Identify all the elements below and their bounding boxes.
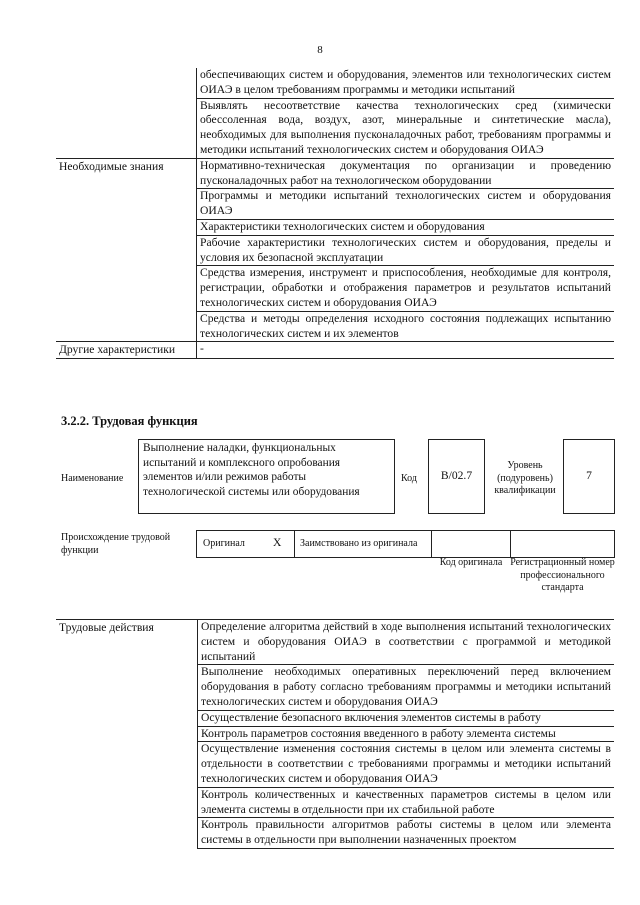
- other-label: Другие характеристики: [56, 342, 197, 358]
- original-mark: X: [273, 536, 282, 549]
- original-label: Оригинал: [203, 538, 245, 549]
- divider: [510, 530, 511, 558]
- list-item: Средства и методы определения исходного состояния подлежащих испытанию технологических систем и их элементов: [200, 311, 611, 340]
- actions-label: Трудовые действия: [56, 620, 198, 849]
- table-row: [56, 159, 614, 343]
- list-item: Выявлять несоответствие качества технологических сред (химически обессоленная вода, воздух, азот, минеральные и синтетические масла), необходимых для выполнения пусконаладочных работ, требованиям программы и методики испытаний технологических систем и оборудования ОИАЭ: [200, 98, 611, 156]
- level-value: 7: [563, 439, 615, 514]
- code-label: Код: [401, 473, 417, 484]
- level-label: Уровень (подуровень) квалификации: [494, 460, 556, 496]
- lower-table: [56, 619, 614, 849]
- list-item: обеспечивающих систем и оборудования, элементов или технологических систем ОИАЭ в целом требованиям программы и методики испытаний: [197, 68, 614, 99]
- origin-code-caption: Код оригинала: [439, 557, 503, 568]
- knowledge-label: Необходимые знания: [56, 159, 197, 342]
- list-item: Определение алгоритма действий в ходе выполнения испытаний технологических систем и оборудования ОИАЭ в соответствии с программой и методикой испытаний: [198, 620, 614, 665]
- list-item: Контроль правильности алгоритмов работы системы в целом или элемента системы в отдельности при выполнении назначенных проектом: [198, 818, 614, 849]
- list-item: Характеристики технологических систем и оборудования: [197, 220, 614, 236]
- table-row: [56, 68, 614, 159]
- upper-table: [56, 68, 614, 359]
- table-row: [56, 342, 614, 359]
- list-item: Выполнение необходимых оперативных переключений перед включением оборудования в работу согласно требованиям программы и методики испытаний технологических систем и оборудования ОИАЭ: [198, 665, 614, 710]
- list-item: Программы и методики испытаний технологических систем и оборудования ОИАЭ: [197, 189, 614, 220]
- table-row: [56, 620, 614, 849]
- section-title: 3.2.2. Трудовая функция: [61, 414, 198, 428]
- name-value: Выполнение наладки, функциональных испытаний и комплексного опробования элементов и/или режимов работы технологической системы или оборудования: [138, 439, 395, 514]
- code-value: B/02.7: [428, 439, 485, 514]
- list-item: Нормативно-техническая документация по организации и проведению пусконаладочных работ на технологическом оборудовании: [197, 159, 614, 190]
- borrowed-label: Заимствовано из оригинала: [300, 538, 418, 549]
- empty-label-cell: [56, 68, 197, 158]
- list-item: Контроль параметров состояния введенного в работу элемента системы: [198, 727, 614, 743]
- list-item: Контроль количественных и качественных параметров системы в целом или элемента системы в отдельности при их стабильной работе: [198, 788, 614, 819]
- origin-label: Происхождение трудовой функции: [61, 532, 171, 556]
- list-item: Осуществление безопасного включения элементов системы в работу: [198, 711, 614, 727]
- list-item: Средства измерения, инструмент и приспособления, необходимые для контроля, регистрации, обработки и отображения параметров и результатов испытаний технологических систем и оборудования ОИАЭ: [197, 266, 614, 311]
- list-item: Рабочие характеристики технологических систем и оборудования, пределы и условия их безопасной эксплуатации: [197, 236, 614, 267]
- divider: [431, 530, 432, 558]
- page-number: 8: [317, 44, 323, 56]
- other-value: -: [200, 342, 204, 356]
- name-label: Наименование: [61, 473, 124, 484]
- list-item: Осуществление изменения состояния системы в целом или элемента системы в отдельности в соответствии с требованиями программы и методики испытаний технологических систем и оборудования ОИАЭ: [198, 742, 614, 787]
- divider: [294, 530, 295, 558]
- reg-number-caption: Регистрационный номер профессионального стандарта: [510, 557, 615, 593]
